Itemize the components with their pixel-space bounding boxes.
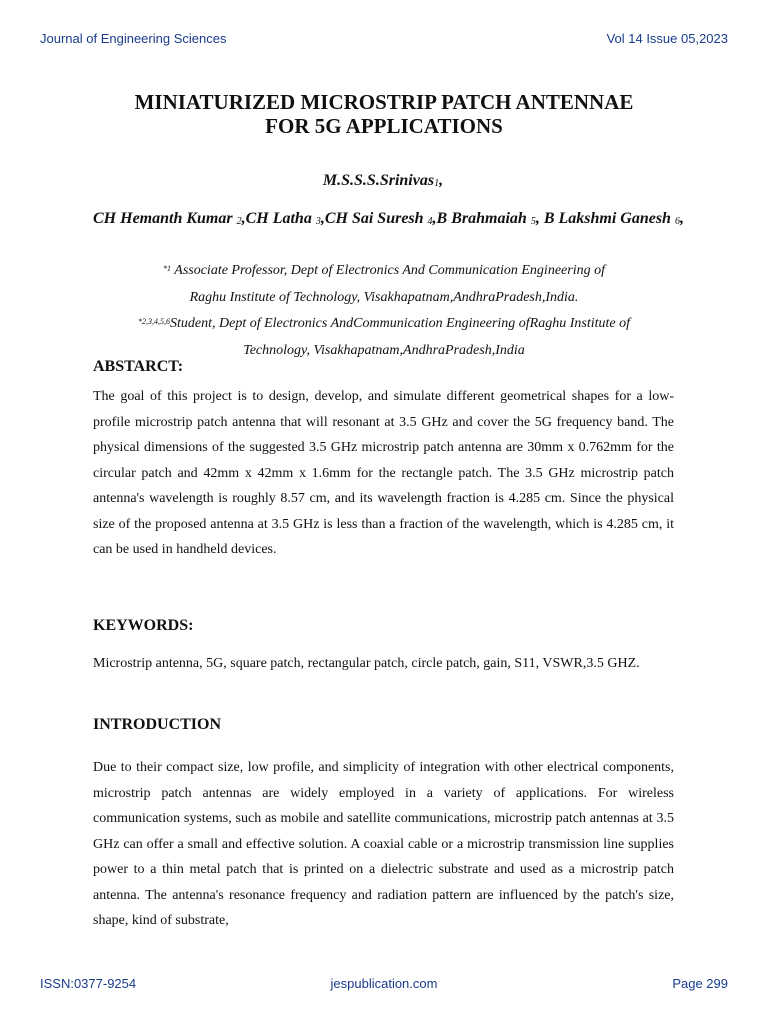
affiliation-1-line-2: Raghu Institute of Technology, Visakhapatnam,AndhraPradesh,India. [189,290,579,305]
affiliation-2-line-2: Technology, Visakhapatnam,AndhraPradesh,India [243,343,525,358]
introduction-heading: INTRODUCTION [93,716,222,733]
author-name: CH Latha [245,210,316,227]
keywords-heading: KEYWORDS: [93,617,194,634]
affiliations [93,258,675,364]
abstract-text: The goal of this project is to design, develop, and simulate different geometrical shapes for a low-profile microstrip patch antenna that will resonant at 3.5 GHz and cover the 5G frequency band. The physical dimensions of the suggested 3.5 GHz microstrip patch antenna are 30mm x 0.762mm for the circular patch and 42mm x 42mm x 1.6mm for the rectangle patch. The 3.5 GHz microstrip patch antenna's wavelength is roughly 8.57 cm, and its wavelength fraction is 4.285 cm. Since the physical size of the proposed antenna at 3.5 GHz is less than a fraction of the wavelength, which is 4.285 cm, it can be used in handheld devices. [93,389,674,557]
first-author-index: 1 [434,178,440,189]
author-index: 6 [674,216,680,227]
author-list [93,172,688,236]
author-name: CH Sai Suresh [324,210,428,227]
affiliation-2-line-1: Student, Dept of Electronics AndCommunication Engineering ofRaghu Institute of [170,316,630,331]
author-index: 5 [530,216,536,227]
first-author-name: M.S.S.S.Srinivas [322,172,435,189]
affiliation-1 [93,258,675,285]
page-number: Page 299 [672,976,728,991]
author-index: 3 [315,216,321,227]
publisher-site-link[interactable]: jespublication.com [330,976,438,991]
abstract-heading: ABSTARCT: [93,358,184,375]
volume-issue: Vol 14 Issue 05,2023 [606,31,728,46]
author-index: 4 [427,216,433,227]
issn: ISSN:0377-9254 [40,976,137,991]
journal-name: Journal of Engineering Sciences [40,31,227,46]
title-line-1: MINIATURIZED MICROSTRIP PATCH ANTENNAE [134,90,634,114]
title-line-2: FOR 5G APPLICATIONS [265,114,503,138]
paper-title [40,90,728,138]
author-name: CH Hemanth Kumar [93,210,237,227]
affiliation-1-line-1: Associate Professor, Dept of Electronics And Communication Engineering of [171,263,605,278]
affiliation-1-mark: *1 [163,264,172,273]
keywords-text: Microstrip antenna, 5G, square patch, rectangular patch, circle patch, gain, S11, VSWR,3.5 GHZ. [93,656,640,671]
author-name: B Lakshmi Ganesh [543,210,675,227]
affiliation-2 [93,311,675,338]
author-name: B Brahmaiah [436,210,531,227]
first-author: M.S.S.S.Srinivas$_1$, [322,172,444,189]
co-authors: CH Hemanth Kumar $_2$,CH Latha $_3$,CH Sai Suresh $_4$,B Brahmaiah $_5$, B Lakshmi Ganesh $_6$, [93,210,684,227]
introduction-text: Due to their compact size, low profile, and simplicity of integration with other electrical components, microstrip patch antennas are widely employed in a variety of applications. For wireless communication systems, such as mobile and satellite communications, microstrip patch antennas at 3.5 GHz can offer a small and effective solution. A coaxial cable or a microstrip transmission line supplies power to a thin metal patch that is printed on a dielectric substrate and used as a microstrip patch antenna. The antenna's resonance frequency and radiation pattern are influenced by the patch's size, shape, kind of substrate, [93,760,674,928]
affiliation-2-mark: *2,3,4,5,6 [138,317,170,326]
author-index: 2 [236,216,242,227]
